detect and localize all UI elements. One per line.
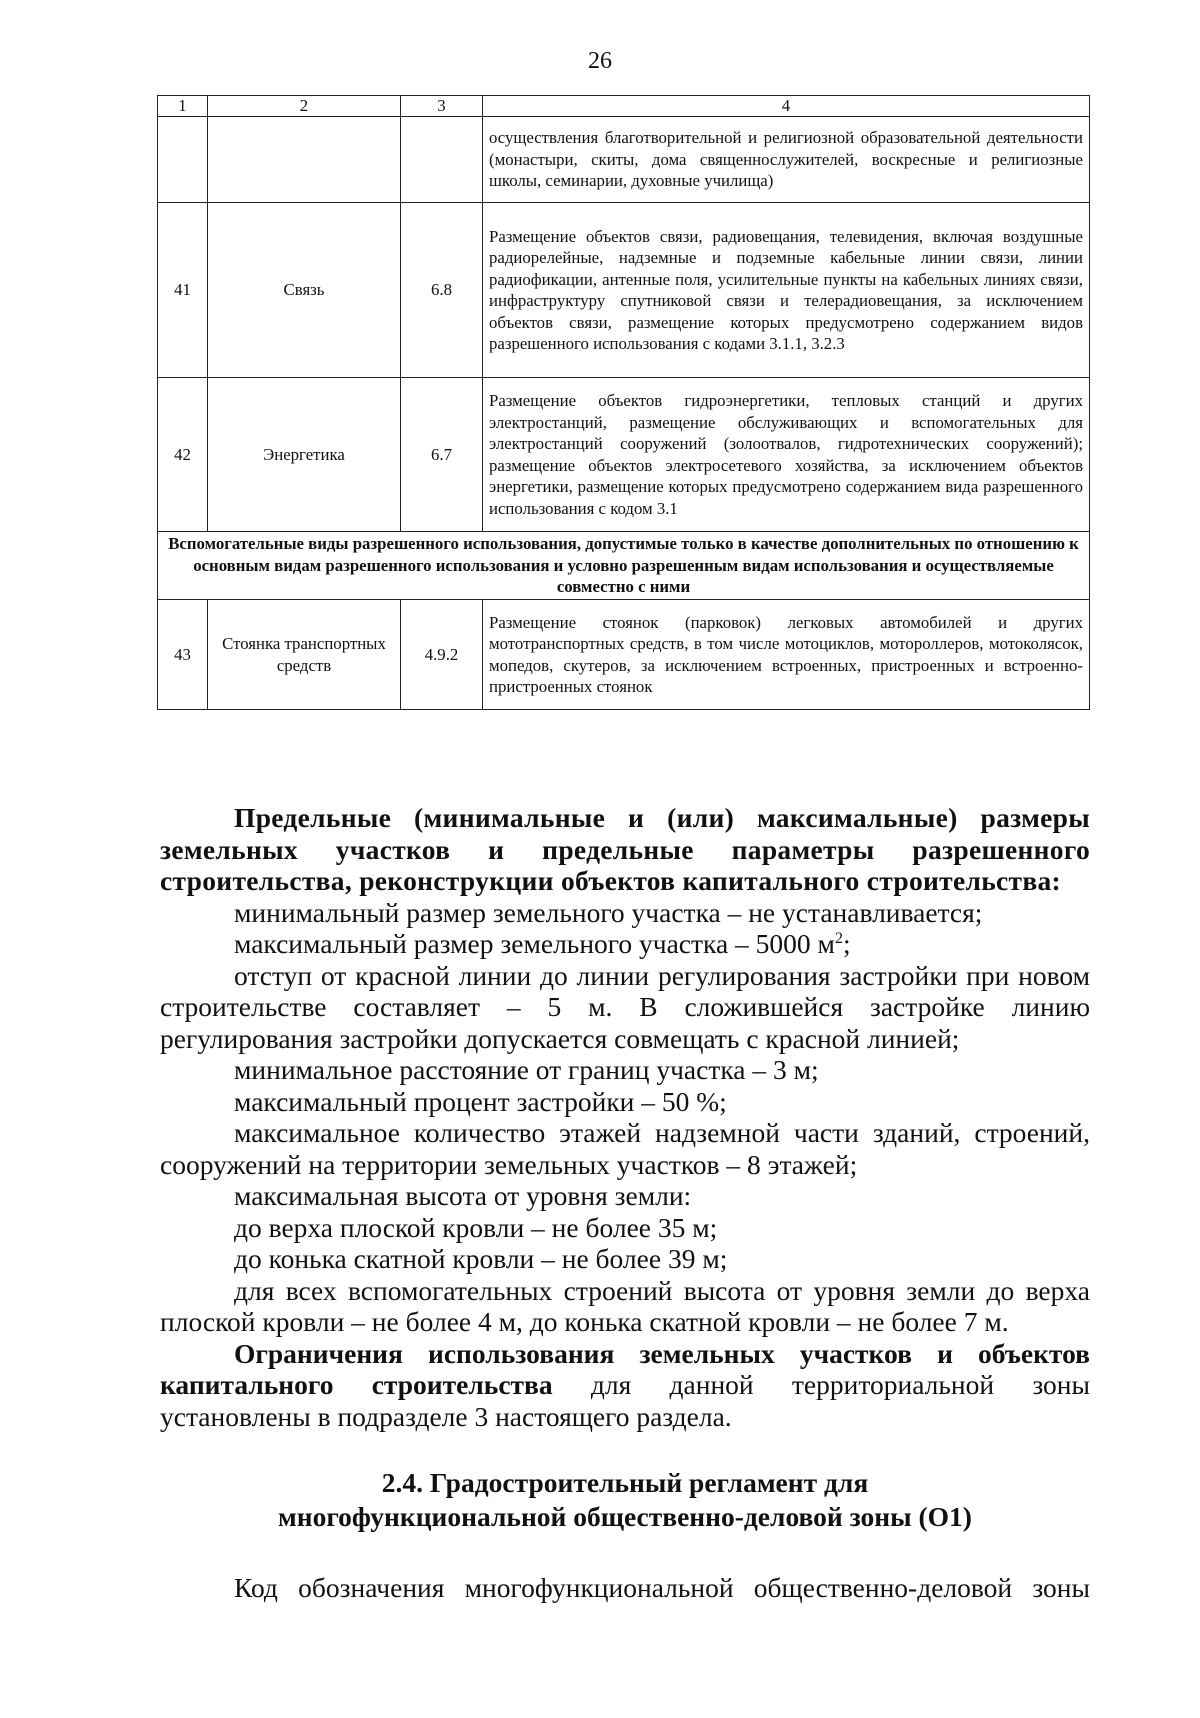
- limit-aux-buildings: для всех вспомогательных строений высота от уровня земли до верха плоской кровли – не более 4 м, до конька скатной кровли – не более 7 м.: [160, 1274, 1090, 1337]
- row-description: Размещение стоянок (парковок) легковых автомобилей и других мототранспортных средств, в том числе мотоциклов, мотороллеров, мотоколясок, мопедов, скутеров, за исключением встроенных, пристроенных и встроенно-пристроенных стоянок: [483, 600, 1090, 710]
- limit-max-height: максимальная высота от уровня земли:: [234, 1180, 692, 1211]
- limit-setback: отступ от красной линии до линии регулирования застройки при новом строительстве составляет – 5 м. В сложившейся застройке линию регулирования застройки допускается совмещать с красной линией;: [160, 959, 1090, 1054]
- table-header-cell: 4: [483, 96, 1090, 117]
- limit-min-plot: минимальный размер земельного участка – не устанавливается;: [234, 896, 983, 928]
- table-header-cell: 3: [401, 96, 483, 117]
- row-name: [208, 117, 401, 203]
- limit-flat-roof: до верха плоской кровли – не более 35 м;: [234, 1211, 718, 1243]
- row-name: Связь: [208, 203, 401, 378]
- limit-max-plot-suffix: ;: [842, 928, 851, 959]
- row-description: Размещение объектов связи, радиовещания, телевидения, включая воздушные радиорелейные, надземные и подземные кабельные линии связи, линии радиофикации, антенные поля, усилительные пункты на кабельных линиях связи, инфраструктуру спутниковой связи и телерадиовещания, за исключением объектов связи, размещение которых предусмотрено содержанием видов разрешенного использования с кодами 3.1.1, 3.2.3: [483, 203, 1090, 378]
- code-line: Код обозначения многофункциональной общественно-деловой зоны: [234, 1572, 1090, 1603]
- section-header: Вспомогательные виды разрешенного использования, допустимые только в качестве дополнительных по отношению к основным видам разрешенного использования и условно разрешенным видам использования и осуществляемые совместно с ними: [158, 532, 1090, 600]
- row-code: 6.8: [401, 203, 483, 378]
- limit-max-coverage: максимальный процент застройки – 50 %;: [234, 1085, 727, 1117]
- table-header-row: [158, 96, 1090, 117]
- limits-heading: Предельные (минимальные и (или) максимальные) размеры земельных участков и предельные параметры разрешенного строительства, реконструкции объектов капитального строительства:: [160, 802, 1090, 896]
- restrictions-normal: для данной территориальной зоны установлены в подразделе 3 настоящего раздела.: [160, 1369, 1090, 1432]
- table-row: [158, 600, 1090, 710]
- limit-min-distance: минимальное расстояние от границ участка – 3 м;: [234, 1054, 819, 1085]
- row-number: 43: [158, 600, 208, 710]
- limits-block: [160, 802, 1090, 1432]
- limit-max-plot-sup: 2: [834, 929, 843, 947]
- table-header-cell: 2: [208, 96, 401, 117]
- restrictions-bold: Ограничения использования земельных участков и объектов капитального строительства: [160, 1337, 1090, 1400]
- section-title: [160, 1466, 1090, 1534]
- row-number: [158, 117, 208, 203]
- row-code: 4.9.2: [401, 600, 483, 710]
- row-code: 6.7: [401, 378, 483, 532]
- row-description: Размещение объектов гидроэнергетики, тепловых станций и других электростанций, размещение обслуживающих и вспомогательных для электростанций сооружений (золоотвалов, гидротехнических сооружений); размещение объектов электросетевого хозяйства, за исключением объектов энергетики, размещение которых предусмотрено содержанием вида разрешенного использования с кодом 3.1: [483, 378, 1090, 532]
- limit-pitched-roof: до конька скатной кровли – не более 39 м;: [234, 1243, 728, 1274]
- land-use-table: [157, 95, 1090, 710]
- limit-max-floors: максимальное количество этажей надземной части зданий, строений, сооружений на территории земельных участков – 8 этажей;: [160, 1117, 1090, 1180]
- table-row: [158, 378, 1090, 532]
- section-title-line1: 2.4. Градостроительный регламент для: [381, 1467, 869, 1498]
- row-number: 42: [158, 378, 208, 532]
- row-name: Стоянка транспортных средств: [208, 600, 401, 710]
- section-title-line2: многофункциональной общественно-деловой зоны (О1): [278, 1501, 972, 1532]
- page-number: 26: [588, 48, 612, 74]
- table-row: [158, 203, 1090, 378]
- row-description: осуществления благотворительной и религиозной образовательной деятельности (монастыри, скиты, дома священнослужителей, воскресные и религиозные школы, семинарии, духовные училища): [483, 117, 1090, 203]
- row-code: [401, 117, 483, 203]
- row-name: Энергетика: [208, 378, 401, 532]
- row-number: 41: [158, 203, 208, 378]
- table-header-cell: 1: [158, 96, 208, 117]
- table-section-row: [158, 532, 1090, 600]
- table-row: [158, 117, 1090, 203]
- restrictions-paragraph: [160, 1338, 1090, 1433]
- limit-max-plot: [160, 928, 1090, 960]
- limit-max-plot-text: максимальный размер земельного участка – 5000 м: [234, 928, 835, 959]
